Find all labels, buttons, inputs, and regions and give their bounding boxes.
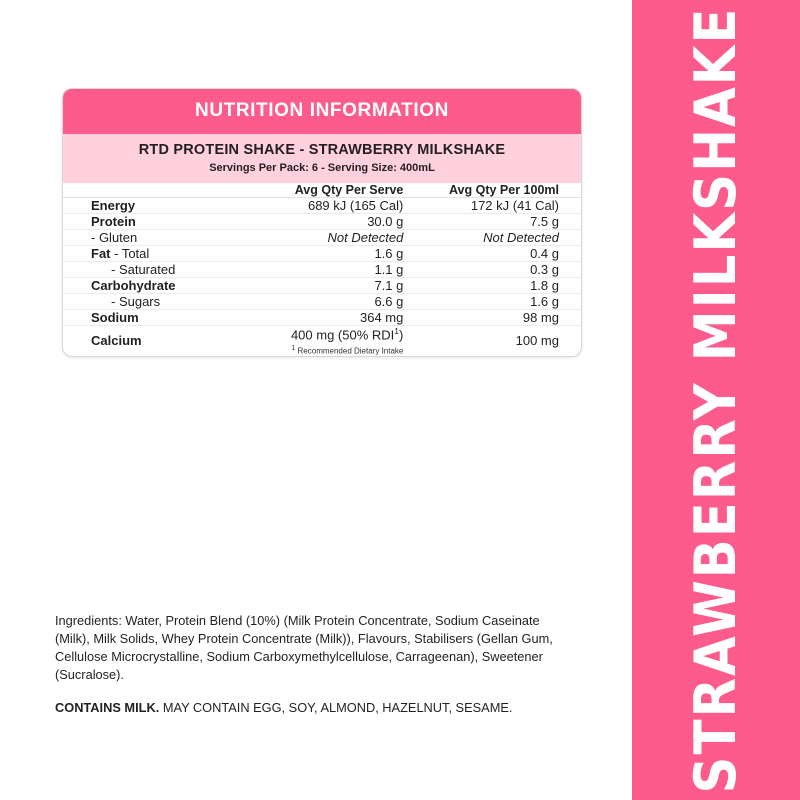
row-per-serve: 1.6 g bbox=[286, 246, 434, 262]
row-per-100ml: 1.8 g bbox=[433, 278, 581, 294]
side-band bbox=[632, 0, 800, 800]
row-per-serve: 689 kJ (165 Cal) bbox=[286, 198, 434, 214]
nutrition-panel bbox=[62, 88, 582, 357]
product-title: RTD PROTEIN SHAKE - STRAWBERRY MILKSHAKE bbox=[138, 142, 506, 158]
row-label: Protein bbox=[63, 214, 286, 230]
rdi-footnote-text: Recommended Dietary Intake bbox=[297, 346, 404, 356]
rdi-footnote bbox=[286, 345, 404, 356]
column-header-label bbox=[63, 183, 286, 198]
row-per-serve bbox=[286, 326, 434, 356]
row-per-100ml: 172 kJ (41 Cal) bbox=[433, 198, 581, 214]
row-label: - Saturated bbox=[63, 262, 286, 278]
table-row bbox=[63, 230, 581, 246]
row-label: Sodium bbox=[63, 310, 286, 326]
ingredients-text: Ingredients: Water, Protein Blend (10%) (Milk Protein Concentrate, Sodium Caseinate (Milk), Milk Solids, Whey Protein Concentrate (Milk)), Flavours, Stabilisers (Gellan Gum, Cellulose Microcrystalline, Sodium Carboxymethylcellulose, Carrageenan), Sweetener (Sucralose). bbox=[55, 613, 553, 683]
panel-subheader bbox=[63, 134, 581, 183]
column-header-per-serve: Avg Qty Per Serve bbox=[286, 183, 434, 198]
row-per-serve: 1.1 g bbox=[286, 262, 434, 278]
row-per-100ml: Not Detected bbox=[433, 230, 581, 246]
row-per-serve: 364 mg bbox=[286, 310, 434, 326]
allergen-may-contain: MAY CONTAIN EGG, SOY, ALMOND, HAZELNUT, SESAME. bbox=[159, 699, 513, 715]
row-per-serve: Not Detected bbox=[286, 230, 434, 246]
row-per-serve: 7.1 g bbox=[286, 278, 434, 294]
footer-text-block bbox=[55, 612, 575, 717]
row-per-serve-tail: ) bbox=[399, 327, 404, 343]
row-label-main: Fat bbox=[91, 246, 111, 261]
row-per-100ml: 100 mg bbox=[515, 333, 559, 349]
table-row bbox=[63, 246, 581, 262]
row-per-100ml: 1.6 g bbox=[433, 294, 581, 310]
table-row bbox=[63, 326, 581, 356]
row-label: - Gluten bbox=[63, 230, 286, 246]
row-label: Carbohydrate bbox=[63, 278, 286, 294]
table-row bbox=[63, 262, 581, 278]
row-label: Energy bbox=[63, 198, 286, 214]
rdi-footnote-mark: 1 bbox=[291, 345, 296, 353]
row-label: Calcium bbox=[91, 333, 142, 349]
nutrition-table bbox=[63, 183, 581, 356]
row-per-serve-value: 400 mg (50% RDI bbox=[290, 327, 395, 343]
allergen-statement bbox=[55, 699, 575, 717]
column-header-per-100ml: Avg Qty Per 100ml bbox=[433, 183, 581, 198]
servings-info: Servings Per Pack: 6 - Serving Size: 400mL bbox=[209, 162, 435, 174]
row-label bbox=[63, 246, 286, 262]
table-row bbox=[63, 294, 581, 310]
side-band-title: STRAWBERRY MILKSHAKE bbox=[683, 6, 749, 794]
table-row bbox=[63, 278, 581, 294]
row-per-100ml: 98 mg bbox=[433, 310, 581, 326]
table-row bbox=[63, 214, 581, 230]
row-per-100ml: 0.4 g bbox=[433, 246, 581, 262]
table-row bbox=[63, 310, 581, 326]
table-row bbox=[63, 198, 581, 214]
table-header-row bbox=[63, 183, 581, 198]
row-per-serve: 6.6 g bbox=[286, 294, 434, 310]
row-label: - Sugars bbox=[63, 294, 286, 310]
row-label-suffix: - Total bbox=[110, 246, 150, 261]
rdi-superscript: 1 bbox=[394, 326, 400, 336]
panel-header-title: NUTRITION INFORMATION bbox=[63, 89, 581, 134]
nutrition-table-body bbox=[63, 198, 581, 356]
row-per-100ml: 0.3 g bbox=[433, 262, 581, 278]
nutrition-table-head bbox=[63, 183, 581, 198]
row-per-serve: 30.0 g bbox=[286, 214, 434, 230]
allergen-contains: CONTAINS MILK. bbox=[55, 699, 160, 715]
row-per-100ml: 7.5 g bbox=[433, 214, 581, 230]
